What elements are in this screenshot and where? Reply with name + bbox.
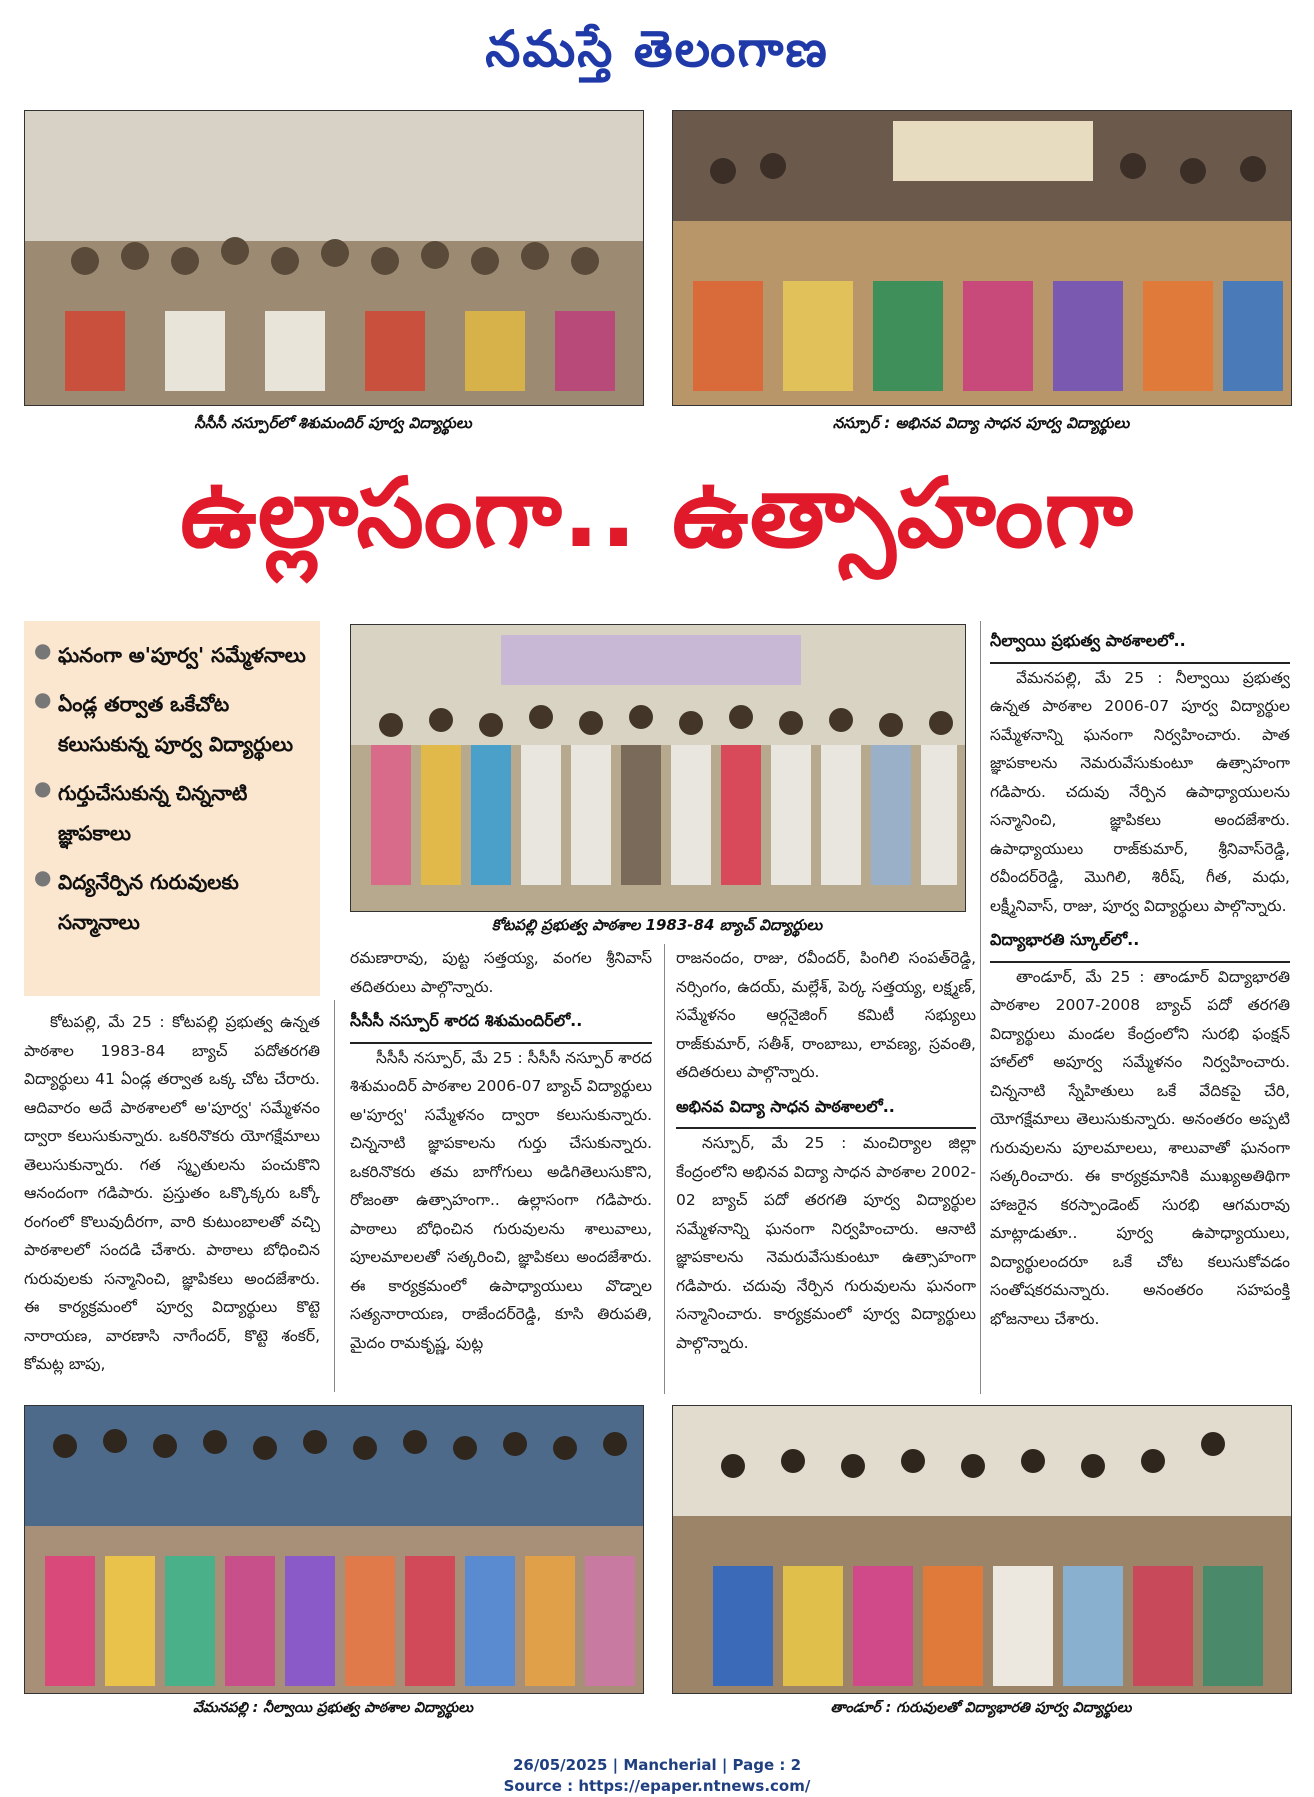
article-right-column xyxy=(990,621,1290,1394)
footer-date-page: 26/05/2025 | Mancherial | Page : 2 xyxy=(512,1756,802,1774)
caption-top-right: నస్పూర్ : అభినవ విద్యా సాధన పూర్వ విద్యార్థులు xyxy=(832,414,1130,432)
highlight-item xyxy=(34,862,310,942)
article-body: సీసీసీ నస్పూర్, మే 25 : సీసీసీ నస్పూర్ శారద శిశుమందిర్ పాఠశాల 2006-07 బ్యాచ్ విద్యార్థులు అ'పూర్వ' సమ్మేళనం ద్వారా కలుసుకున్నారు. చిన్ననాటి జ్ఞాపకాలను గుర్తు చేసుకున్నారు. ఒకరినొకరు తమ బాగోగులు అడిగితెలుసుకొని, రోజంతా ఉత్సాహంగా.. ఉల్లాసంగా గడిపారు. పాఠాలు బోధించిన గురువులను శాలువాలు, పూలమాలలతో సత్కరించి, జ్ఞాపికలు అందజేశారు. ఈ కార్యక్రమంలో ఉపాధ్యాయులు వొడ్నాల సత్యనారాయణ, రాజేందర్‌రెడ్డి, కూసి తిరుపతి, మైదం రామకృష్ణ, పుట్ల xyxy=(350,1048,652,1352)
section-heading: నీల్వాయి ప్రభుత్వ పాఠశాలలో.. xyxy=(990,621,1290,664)
footer-source-link[interactable]: Source : https://epaper.ntnews.com/ xyxy=(503,1777,811,1795)
article-abhinava xyxy=(676,944,976,1394)
group-photo-illustration xyxy=(673,111,1291,405)
group-photo-illustration xyxy=(25,1406,643,1693)
article-body: కోటపల్లి, మే 25 : కోటపల్లి ప్రభుత్వ ఉన్నత పాఠశాల 1983-84 బ్యాచ్ పదోతరగతి విద్యార్థులు 41 ఏండ్ల తర్వాత ఒక్క చోట చేరారు. ఆదివారం అదే పాఠశాలలో అ'పూర్వ' సమ్మేళనం ద్వారా కలుసుకున్నారు. ఒకరినొకరు యోగక్షేమాలు తెలుసుకున్నారు. గత స్మృతులను పంచుకొని ఆనందంగా గడిపారు. ప్రస్తుతం ఒక్కొక్కరు ఒక్కో రంగంలో కొలువుదీరగా, వారి కుటుంబాలతో వచ్చి పాఠశాలలో సందడి చేశారు. పాఠాలు బోధించిన గురువులకు సన్మానించి, జ్ఞాపికలు అందజేశారు. ఈ కార్యక్రమంలో పూర్వ విద్యార్థులు కొట్టె నారాయణ, వారణాసి నాగేందర్, కొట్టె శంకర్, కోమట్ల బాపు, xyxy=(24,1013,320,1373)
article-body: రమణారావు, పుట్ట సత్తయ్య, వంగల శ్రీనివాస్ తదితరులు పాల్గొన్నారు. xyxy=(350,949,652,996)
article-body: తాండూర్, మే 25 : తాండూర్ విద్యాభారతి పాఠశాల 2007-2008 బ్యాచ్ పదో తరగతి విద్యార్థులు మండల కేంద్రంలోని సురభి ఫంక్షన్ హాల్‌లో అపూర్వ సమ్మేళనం నిర్వహించారు. చిన్ననాటి స్నేహితులు ఒకే వేదికపై చేరి, యోగక్షేమాలు తెలుసుకున్నారు. అనంతరం అప్పటి గురువులను పూలమాలలు, శాలువాతో ఘనంగా సత్కరించారు. ఈ కార్యక్రమానికి ముఖ్యఅతిథిగా హాజరైన కరస్పాండెంట్ సురభి ఆగమరావు మాట్లాడుతూ.. పూర్వ ఉపాధ్యాయులు, విద్యార్థులందరూ ఒకే చోట కలుసుకోవడం సంతోషకరమన్నారు. అనంతరం సహపంక్తి భోజనాలు చేశారు. xyxy=(990,967,1290,1328)
section-heading: విద్యాభారతి స్కూల్‌లో.. xyxy=(990,920,1290,963)
highlight-text: ఏండ్ల తర్వాత ఒకేచోట కలుసుకున్న పూర్వ విద్యార్థులు xyxy=(58,692,294,756)
headline: ఉల్లాసంగా.. ఉత్సాహంగా xyxy=(180,457,1134,569)
article-body: వేమనపల్లి, మే 25 : నీల్వాయి ప్రభుత్వ ఉన్నత పాఠశాల 2006-07 పూర్వ విద్యార్థుల సమ్మేళనాన్ని ఘనంగా నిర్వహించారు. పాత జ్ఞాపకాలను నెమరువేసుకుంటూ ఉత్సాహంగా గడిపారు. చదువు నేర్పిన ఉపాధ్యాయులను సన్మానించి, జ్ఞాపికలు అందజేశారు. ఉపాధ్యాయులు రాజ్‌కుమార్, శ్రీనివాస్‌రెడ్డి, రవీందర్‌రెడ్డి, మొగిలి, శిరీష్, గీత, మధు, లక్ష్మీనివాస్, రాజు, పూర్వ విద్యార్థులు పాల్గొన్నారు. xyxy=(990,668,1290,915)
caption-bottom-right: తాండూర్ : గురువులతో విద్యాభారతి పూర్వ విద్యార్థులు xyxy=(830,1700,1132,1716)
footer xyxy=(0,1755,1314,1797)
highlight-item xyxy=(34,635,310,675)
highlight-item xyxy=(34,684,310,764)
bullet-icon: ● xyxy=(34,776,52,800)
bullet-icon: ● xyxy=(34,638,52,662)
highlight-item xyxy=(34,773,310,853)
article-sharada xyxy=(350,944,652,1394)
column-divider xyxy=(664,944,665,1394)
photo-middle xyxy=(350,624,966,912)
highlight-text: విద్యనేర్పిన గురువులకు సన్మానాలు xyxy=(58,870,239,934)
article-body: రాజనందం, రాజు, రవీందర్, పింగిలి సంపత్‌రెడ్డి, నర్సింగం, ఉదయ్, మల్లేశ్, పెర్క సత్తయ్య, లక్ష్మణ్, సమ్మేళనం ఆర్గనైజింగ్ కమిటీ సభ్యులు రాజ్‌కుమార్, సతీశ్, రాంబాబు, లావణ్య, స్రవంతి, తదితరులు పాల్గొన్నారు. xyxy=(676,949,976,1081)
caption-middle: కోటపల్లి ప్రభుత్వ పాఠశాల 1983-84 బ్యాచ్ విద్యార్థులు xyxy=(491,916,823,934)
caption-top-left: సీసీసీ నస్పూర్‌లో శిశుమందిర్ పూర్వ విద్యార్థులు xyxy=(194,414,472,432)
highlights-box xyxy=(24,621,320,996)
column-divider xyxy=(334,1000,335,1392)
caption-bottom-left: వేమనపల్లి : నీల్వాయి ప్రభుత్వ పాఠశాల విద్యార్థులు xyxy=(192,1700,474,1716)
photo-bottom-right xyxy=(672,1405,1292,1694)
group-photo-illustration xyxy=(351,625,965,911)
photo-bottom-left xyxy=(24,1405,644,1694)
bullet-icon: ● xyxy=(34,865,52,889)
section-heading: సీసీసీ నస్పూర్ శారద శిశుమందిర్‌లో.. xyxy=(350,1001,652,1044)
highlight-text: గుర్తుచేసుకున్న చిన్ననాటి జ్ఞాపకాలు xyxy=(58,781,248,845)
group-photo-illustration xyxy=(25,111,643,405)
highlight-text: ఘనంగా అ'పూర్వ' సమ్మేళనాలు xyxy=(58,643,306,667)
article-kotapalli xyxy=(24,1008,320,1400)
bullet-icon: ● xyxy=(34,687,52,711)
column-divider xyxy=(980,621,981,1394)
masthead: నమస్తే తెలంగాణ xyxy=(485,19,829,78)
article-body: నస్పూర్, మే 25 : మంచిర్యాల జిల్లా కేంద్రంలోని అభినవ విద్యా సాధన పాఠశాల 2002-02 బ్యాచ్ పదో తరగతి పూర్వ విద్యార్థుల సమ్మేళనాన్ని ఘనంగా నిర్వహించారు. ఆనాటి జ్ఞాపకాలను నెమరువేసుకుంటూ ఉత్సాహంగా గడిపారు. చదువు నేర్పిన గురువులను ఘనంగా సన్మానించారు. కార్యక్రమంలో పూర్వ విద్యార్థులు పాల్గొన్నారు. xyxy=(676,1134,976,1352)
section-heading: అభినవ విద్యా సాధన పాఠశాలలో.. xyxy=(676,1087,976,1130)
group-photo-illustration xyxy=(673,1406,1291,1693)
photo-top-right xyxy=(672,110,1292,406)
photo-top-left xyxy=(24,110,644,406)
